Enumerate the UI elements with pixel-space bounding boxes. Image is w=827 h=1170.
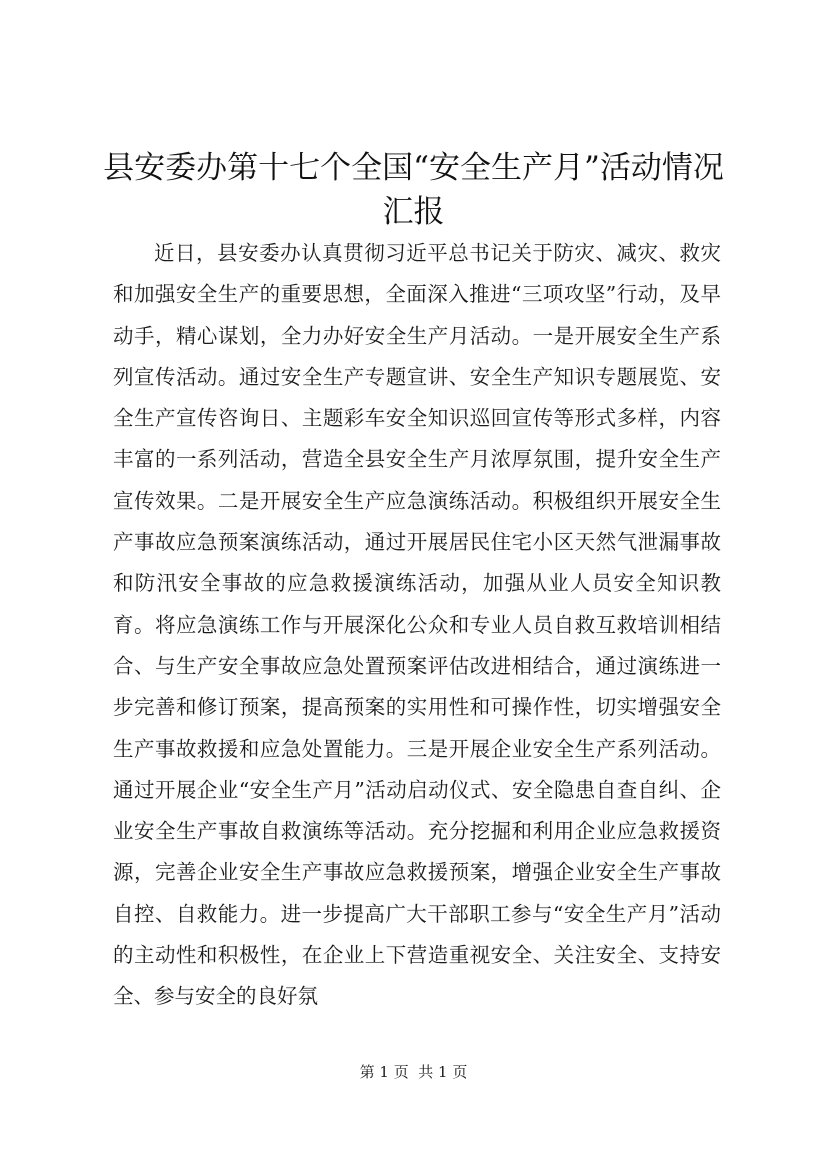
page-number: 第 1 页 共 1 页 (359, 1063, 468, 1081)
page-footer (0, 1062, 827, 1082)
document-title: 县安委办第十七个全国“安全生产月”活动情况汇报 (103, 150, 724, 230)
body-paragraph: 近日，县安委办认真贯彻习近平总书记关于防灾、减灾、救灾和加强安全生产的重要思想，全面深入推进“三项攻坚”行动，及早动手，精心谋划，全力办好安全生产月活动。一是开展安全生产系列宣传活动。通过安全生产专题宣讲、安全生产知识专题展览、安全生产宣传咨询日、主题彩车安全知识巡回宣传等形式多样，内容丰富的一系列活动，营造全县安全生产月浓厚氛围，提升安全生产宣传效果。二是开展安全生产应急演练活动。积极组织开展安全生产事故应急预案演练活动，通过开展居民住宅小区天然气泄漏事故和防汛安全事故的应急救援演练活动，加强从业人员安全知识教育。将应急演练工作与开展深化公众和专业人员自救互救培训相结合、与生产安全事故应急处置预案评估改进相结合，通过演练进一步完善和修订预案，提高预案的实用性和可操作性，切实增强安全生产事故救援和应急处置能力。三是开展企业安全生产系列活动。通过开展企业“安全生产月”活动启动仪式、安全隐患自查自纠、企业安全生产事故自救演练等活动。充分挖掘和利用企业应急救援资源，完善企业安全生产事故应急救援预案，增强企业安全生产事故自控、自救能力。进一步提高广大干部职工参与“安全生产月”活动的主动性和积极性，在企业上下营造重视安全、关注安全、支持安全、参与安全的良好氛 (113, 241, 721, 1009)
